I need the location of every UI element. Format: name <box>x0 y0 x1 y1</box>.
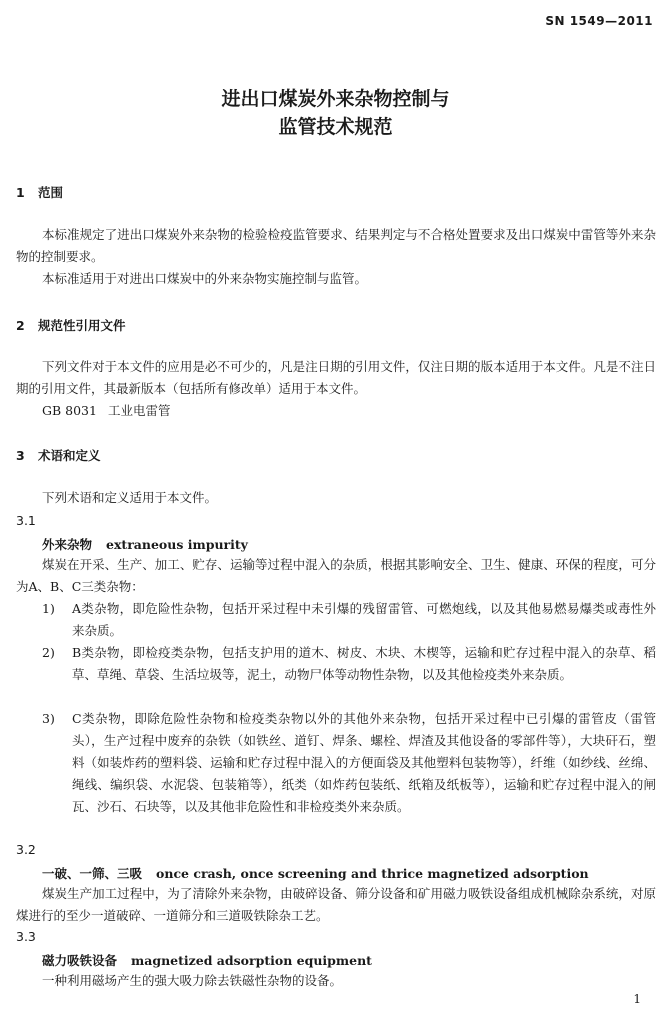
section-3-intro: 下列术语和定义适用于本文件。 <box>42 490 218 505</box>
section-number: 2 <box>16 318 25 333</box>
list-item-text: A类杂物，即危险性杂物，包括开采过程中未引爆的残留雷管、可燃炮线，以及其他易燃易爆类或毒性外来杂质。 <box>72 601 656 638</box>
term-english: once crash, once screening and thrice magnetized adsorption <box>156 866 589 881</box>
title-line-2: 监管技术规范 <box>278 116 393 138</box>
list-item <box>42 642 656 686</box>
section-number: 1 <box>16 185 25 200</box>
standard-number: SN 1549—2011 <box>545 14 653 28</box>
term-english: magnetized adsorption equipment <box>131 953 372 968</box>
list-item-text: B类杂物，即检疫类杂物，包括支护用的道木、树皮、木块、木楔等，运输和贮存过程中混入的杂草、稻草、草绳、草袋、生活垃圾等，泥土，动物尸体等动物性杂物，以及其他检疫类外来杂质。 <box>72 645 656 682</box>
section-2-heading <box>16 316 126 334</box>
term-chinese: 一破、一筛、三吸 <box>42 866 143 881</box>
list-item-text: C类杂物，即除危险性杂物和检疫类杂物以外的其他外来杂物，包括开采过程中已引爆的雷管皮（雷管头），生产过程中废弃的杂铁（如铁丝、道钉、焊条、螺栓、焊渣及其他设备的零部件等），大块矸石，塑料（如装炸药的塑料袋、运输和贮存过程中混入的方便面袋及其他塑料包装物等），纤维（如纱线、丝绵、绳线、编织袋、水泥袋、包装箱等），纸类（如炸药包装纸、纸箱及纸板等），运输和贮存过程中混入的闸瓦、沙石、石块等，以及其他非危险性和非检疫类外来杂质。 <box>72 711 656 814</box>
document-title <box>0 85 671 141</box>
term-english: extraneous impurity <box>106 537 248 552</box>
term-3-3 <box>42 951 372 969</box>
term-3-1-definition: 煤炭在开采、生产、加工、贮存、运输等过程中混入的杂质，根据其影响安全、卫生、健康、环保的程度，可分为A、B、C三类杂物： <box>16 557 656 594</box>
clause-number: 3.2 <box>16 842 36 857</box>
term-chinese: 外来杂物 <box>42 537 93 552</box>
section-number: 3 <box>16 448 25 463</box>
term-chinese: 磁力吸铁设备 <box>42 953 118 968</box>
title-line-1: 进出口煤炭外来杂物控制与 <box>221 88 450 110</box>
list-item <box>42 598 656 642</box>
normative-reference <box>42 400 671 422</box>
section-1-paragraph-1: 本标准规定了进出口煤炭外来杂物的检验检疫监管要求、结果判定与不合格处置要求及出口煤炭中雷管等外来杂物的控制要求。 <box>16 227 656 264</box>
term-3-2-definition: 煤炭生产加工过程中，为了清除外来杂物，由破碎设备、筛分设备和矿用磁力吸铁设备组成机械除杂系统，对原煤进行的至少一道破碎、一道筛分和三道吸铁除杂工艺。 <box>16 886 656 923</box>
section-2-paragraph-1: 下列文件对于本文件的应用是必不可少的，凡是注日期的引用文件，仅注日期的版本适用于本文件。凡是不注日期的引用文件，其最新版本（包括所有修改单）适用于本文件。 <box>16 359 656 396</box>
clause-number: 3.1 <box>16 513 36 528</box>
section-1-paragraph-2: 本标准适用于对进出口煤炭中的外来杂物实施控制与监管。 <box>42 271 368 286</box>
term-3-2 <box>42 864 589 882</box>
list-marker: 1) <box>42 601 55 616</box>
section-3-heading <box>16 446 101 464</box>
term-3-3-definition: 一种利用磁场产生的强大吸力除去铁磁性杂物的设备。 <box>42 973 343 988</box>
list-marker: 2) <box>42 645 55 660</box>
section-title: 范围 <box>38 185 64 200</box>
reference-title: 工业电雷管 <box>108 403 171 418</box>
section-title: 术语和定义 <box>38 448 101 463</box>
clause-number: 3.3 <box>16 929 36 944</box>
term-3-1 <box>42 535 248 553</box>
section-1-heading <box>16 183 63 201</box>
list-marker: 3) <box>42 711 55 726</box>
reference-code: GB 8031 <box>42 403 97 418</box>
page-number: 1 <box>633 992 641 1006</box>
section-title: 规范性引用文件 <box>38 318 126 333</box>
list-item <box>42 708 656 818</box>
